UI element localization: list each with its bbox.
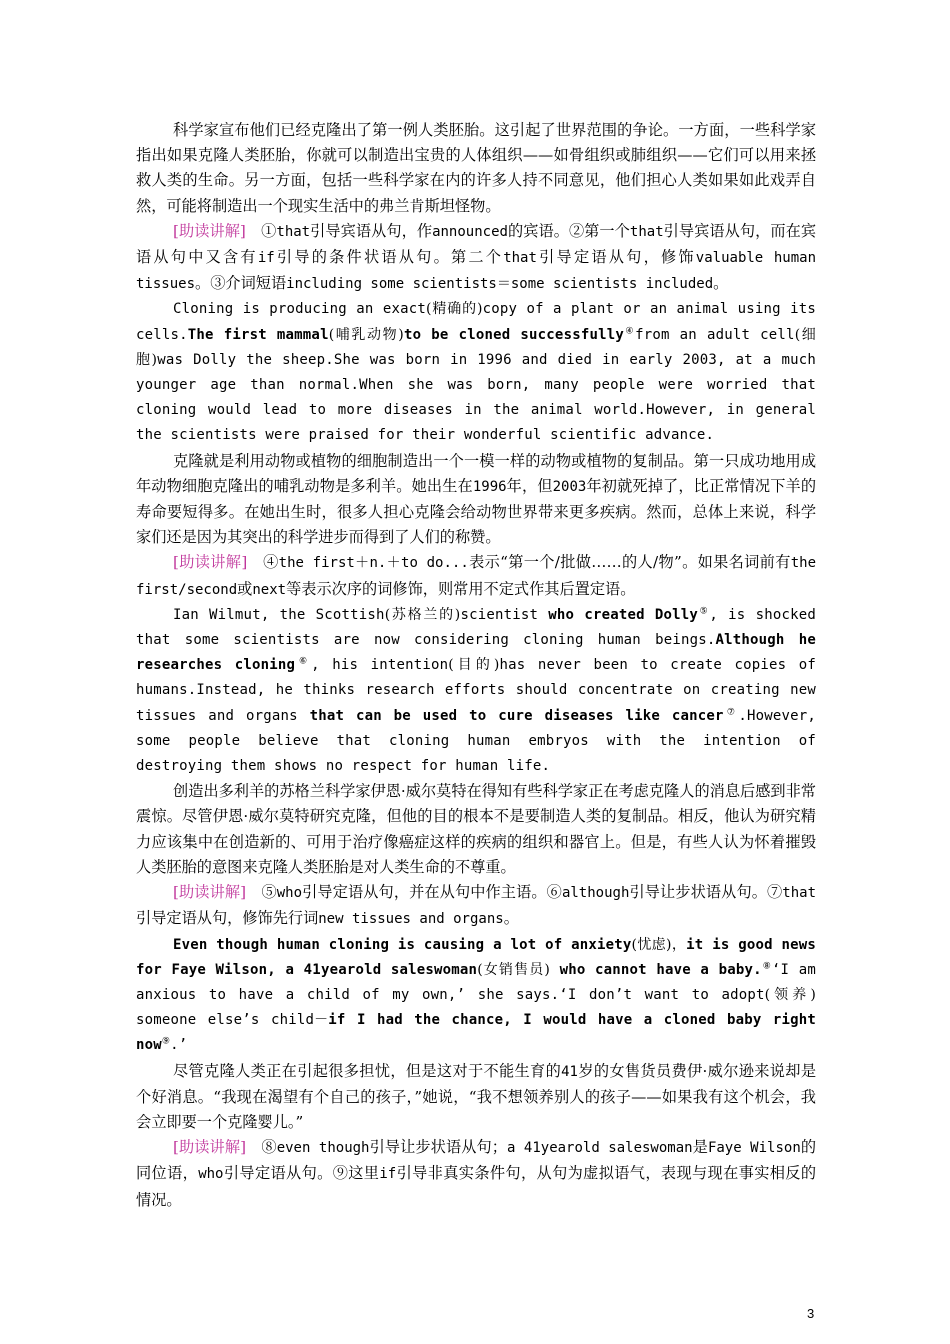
text-segment: (目的) [448, 657, 500, 674]
text-segment: ① [245, 221, 277, 240]
text-segment: who [276, 885, 303, 902]
footnote-marker: ⑦ [723, 707, 739, 718]
text-segment: who created Dolly [548, 606, 699, 623]
footnote-marker: ④ [623, 325, 636, 336]
text-segment: 的宾语。②第一个 [507, 221, 630, 240]
reading-note [136, 880, 816, 932]
text-segment: valuable human tissues [136, 250, 817, 293]
text-segment: ‘I am anxious to have a child of my own,’ she says.‘I don’t want to adopt [136, 961, 816, 1003]
text-segment: it is good news for Faye Wilson, a 41yearold saleswoman [136, 936, 817, 978]
note-tag: [助读讲解] [173, 221, 246, 240]
text-segment: copy of a plant or an animal using its cells. [136, 301, 816, 343]
chinese-translation [136, 449, 816, 551]
text-segment: next [252, 581, 287, 598]
text-segment: (细胞) [136, 326, 816, 368]
text-segment: even though [276, 1140, 370, 1157]
text-segment: 创造出多利羊的苏格兰科学家伊恩·威尔莫特在得知有些科学家正在考虑克隆人的消息后感到非常震惊。尽管伊恩·威尔莫特研究克隆，但他的目的根本不是要制造人类的复制品。相反，他认为研究精力应该集中在创造新的、可用于治疗像癌症这样的疾病的组织和器官上。但是，有些人认为怀着摧毁人类胚胎的意图来克隆人类胚胎是对人类生命的不尊重。 [136, 782, 816, 876]
text-segment: was Dolly the sheep.She was born in 1996 and died in early 2003, at a much younger age than normal.When she was born, many people were worried that cloning would lead to more diseases in the animal world.However, in general the scientists were praised for their wonderful scientific advance. [136, 351, 816, 444]
text-segment: has never been to create copies of humans.Instead, he thinks research efforts should concentrate on creating new tissues and organs [136, 657, 816, 724]
text-segment: Ian Wilmut, the Scottish [173, 606, 385, 623]
text-segment: The first mammal [187, 326, 329, 343]
text-segment: a 41yearold saleswoman [506, 1140, 693, 1157]
text-segment: 2003 [552, 478, 587, 495]
text-segment: someone else’s child－ [136, 1012, 329, 1029]
text-segment: 引导的条件状语从句。第二个 [274, 248, 504, 267]
text-segment: ④ [247, 553, 279, 572]
text-segment: 岁的女售货员费伊·威尔逊来说却是个好消息。“我现在渴望有个自己的孩子，”她说，“我不想领养别人的孩子——如果我有这个机会，我会立即要一个克隆婴儿。” [136, 1061, 817, 1131]
text-segment: that [629, 223, 664, 240]
text-segment: 引导宾语从句，作 [310, 221, 433, 240]
note-tag: [助读讲解] [173, 1138, 247, 1157]
text-segment: 引导让步状语从句； [369, 1138, 507, 1157]
text-segment: 的同位语， [136, 1138, 817, 1183]
text-segment: (苏格兰的) [384, 606, 461, 623]
english-paragraph [136, 933, 816, 1059]
text-segment: 年初就死掉了，比正常情况下羊的寿命要短得多。在她出生时，很多人担心克隆会给动物世界带来更多疾病。然而，总体上来说，科学家们还是因为其突出的科学进步而得到了人们的称赞。 [136, 476, 817, 547]
text-segment: Cloning is producing an exact [173, 301, 426, 318]
chinese-translation [136, 118, 816, 219]
text-segment: 引导让步状语从句。⑦ [629, 883, 783, 902]
text-segment: 引导定语从句，并在从句中作主语。⑥ [302, 883, 562, 902]
text-segment: who cannot have a baby. [550, 961, 762, 978]
text-segment: that can be used to cure diseases like cancer [309, 707, 724, 724]
text-segment: 科学家宣布他们已经克隆出了第一例人类胚胎。这引起了世界范围的争论。一方面，一些科学家指出如果克隆人类胚胎，你就可以制造出宝贵的人体组织——如骨组织或肺组织——它们可以用来拯救人类的生命。另一方面，包括一些科学家在内的许多人持不同意见，他们担心人类如果如此戏弄自然，可能将制造出一个现实生活中的弗兰肯斯坦怪物。 [136, 121, 816, 215]
text-segment: (忧虑) [631, 936, 672, 953]
text-segment: 引导定语从句。⑨这里 [223, 1164, 380, 1183]
text-segment: 41 [561, 1063, 578, 1080]
text-segment: 1996 [472, 478, 507, 495]
text-segment: 表示“第一个/批做……的人/物”。如果名词前有 [468, 553, 791, 572]
text-segment: 等表示次序的词修饰，则常用不定式作其后置定语。 [286, 579, 636, 598]
text-segment: that [782, 885, 817, 902]
text-segment: 引导非真实条件句，从句为虚拟语气，表现与现在事实相反的情况。 [136, 1164, 817, 1209]
document-body [136, 118, 816, 1213]
text-segment: 引导宾语从句，而在宾语从句中又含有 [136, 221, 817, 267]
text-segment: Even though human cloning is causing a lot of anxiety [173, 936, 632, 953]
note-tag: [助读讲解] [173, 553, 248, 572]
reading-note [136, 1135, 816, 1213]
text-segment: .However, some people believe that cloning human embryos with the intention of destroying them shows no respect for human life. [136, 707, 816, 775]
text-segment: the first/second [136, 555, 817, 598]
text-segment: if I had the chance, I would have a cloned baby right now [136, 1012, 816, 1054]
english-paragraph [136, 603, 816, 779]
footnote-marker: ⑥ [295, 656, 312, 667]
text-segment: who [198, 1166, 224, 1183]
chinese-translation [136, 1059, 816, 1136]
text-segment: , his intention [311, 657, 449, 674]
reading-note [136, 550, 816, 602]
text-segment: (女销售员) [477, 961, 550, 978]
text-segment: new tissues and organs [318, 911, 504, 928]
text-segment: although [561, 885, 630, 902]
text-segment: that [503, 250, 537, 267]
text-segment: 年，但 [506, 476, 553, 495]
text-segment: to be cloned successfully [403, 326, 624, 343]
text-segment: (哺乳动物) [328, 326, 404, 343]
text-segment: 或 [237, 579, 253, 598]
text-segment: Faye Wilson [707, 1140, 801, 1157]
text-segment: that [276, 223, 311, 240]
text-segment: if [257, 250, 275, 267]
text-segment: ， [671, 936, 687, 953]
text-segment: including some scientists＝some scientists included [286, 276, 714, 293]
text-segment: 。③介词短语 [195, 274, 287, 293]
text-segment: Although he researches cloning [136, 632, 816, 674]
chinese-translation [136, 779, 816, 880]
footnote-marker: ⑧ [761, 961, 772, 972]
text-segment: the first＋n.＋to do... [278, 555, 469, 572]
text-segment: announced [432, 223, 508, 240]
page-number: 3 [807, 1306, 815, 1321]
reading-note [136, 219, 816, 298]
text-segment: if [379, 1166, 397, 1183]
text-segment: 引导定语从句，修饰 [536, 248, 696, 267]
text-segment: 克隆就是利用动物或植物的细胞制造出一个一模一样的动物或植物的复制品。第一只成功地用成年动物细胞克隆出的哺乳动物是多利羊。她出生在 [136, 451, 816, 495]
text-segment: 。 [503, 909, 519, 928]
text-segment: 尽管克隆人类正在引起很多担忧，但是这对于不能生育的 [173, 1061, 562, 1080]
text-segment: scientist [460, 606, 549, 623]
text-segment: ⑤ [246, 883, 277, 902]
text-segment: 是 [692, 1138, 708, 1157]
text-segment: 引导定语从句，修饰先行词 [136, 909, 319, 928]
footnote-marker: ⑤ [698, 606, 710, 617]
text-segment: .’ [170, 1037, 188, 1054]
footnote-marker: ⑨ [161, 1036, 171, 1047]
text-segment: (精确的) [425, 301, 483, 318]
text-segment: , is shocked that some scientists are now considering cloning human beings. [136, 606, 816, 649]
note-tag: [助读讲解] [173, 883, 247, 902]
text-segment: 。 [713, 274, 729, 293]
text-segment: (领养) [764, 986, 817, 1003]
text-segment: from an adult cell [635, 326, 795, 343]
english-paragraph [136, 297, 816, 448]
text-segment: ⑧ [246, 1138, 277, 1157]
